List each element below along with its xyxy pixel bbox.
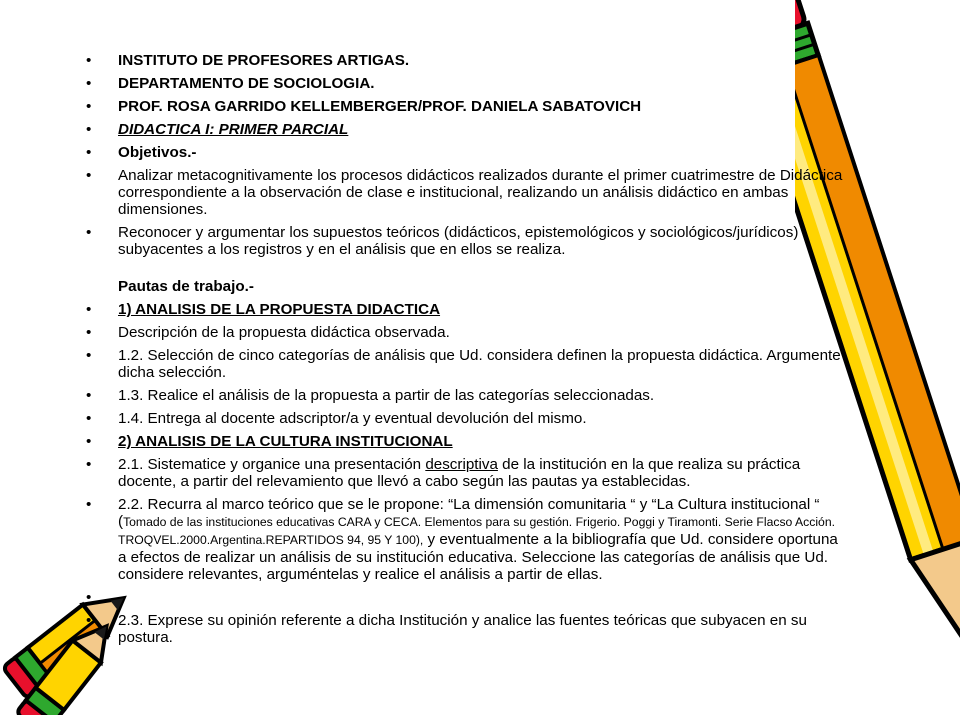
list-item xyxy=(86,347,846,381)
item-text: 2) ANALISIS DE LA CULTURA INSTITUCIONAL xyxy=(118,433,453,450)
bullet-marker: • xyxy=(86,167,92,184)
bullet-marker: • xyxy=(86,301,92,318)
item-text: INSTITUTO DE PROFESORES ARTIGAS. xyxy=(118,52,410,69)
text-run: de la institución en la que realiza su práctica docente, a partir del relevamiento que llevó a cabo según las pautas ya establecidas. xyxy=(118,456,801,490)
list-item xyxy=(86,456,846,490)
bullet-marker: • xyxy=(86,75,92,92)
item-text: 1.2. Selección de cinco categorías de análisis que Ud. considera definen la propuesta didáctica. Argumente dicha selección. xyxy=(118,347,841,381)
bullet-marker: • xyxy=(86,589,92,606)
text-run: y eventualmente a la bibliografía que Ud. considere oportuna a efectos de realizar un análisis de su institución educativa. Seleccione las categorías de análisis que Ud. considere relevantes, arguméntelas y realice el análisis a partir de ellas. xyxy=(118,531,838,583)
list-item xyxy=(86,52,846,69)
item-text: 2.3. Exprese su opinión referente a dicha Institución y analice las fuentes teóricas que subyacen en su postura. xyxy=(118,612,807,646)
bullet-marker: • xyxy=(86,387,92,404)
bullet-marker: • xyxy=(86,121,92,138)
item-text: Analizar metacognitivamente los procesos didácticos realizados durante el primer cuatrimestre de Didáctica correspondiente a la observación de clase e institucional, realizando un análisis didáctico en ambas dimensiones. xyxy=(118,167,843,218)
bullet-marker: • xyxy=(86,347,92,364)
bullet-marker: • xyxy=(86,52,92,69)
list-item xyxy=(86,589,846,606)
text-run: Tomado de las instituciones educativas CARA y CECA. Elementos para su gestión. Frigerio. Poggi y Tiramonti. Serie Flacso Acción. TROQVEL.2000.Argentina.REPARTIDOS 94, 95 Y 100), xyxy=(118,515,836,547)
item-text: PROF. ROSA GARRIDO KELLEMBERGER/PROF. DANIELA SABATOVICH xyxy=(118,98,642,115)
list-item xyxy=(86,301,846,318)
text-run: 2.2. Recurra al marco teórico que se le propone: “La dimensión comunitaria “ y “La Cultura institucional “ ( xyxy=(118,496,820,530)
list-item xyxy=(86,144,846,161)
item-text: Objetivos.- xyxy=(118,144,197,161)
bullet-list xyxy=(86,52,846,652)
list-item xyxy=(86,496,846,583)
list-item xyxy=(86,224,846,258)
bullet-marker: • xyxy=(86,496,92,513)
bullet-marker: • xyxy=(86,433,92,450)
bullet-marker: • xyxy=(86,410,92,427)
list-item xyxy=(86,121,846,138)
item-text: 1.4. Entrega al docente adscriptor/a y eventual devolución del mismo. xyxy=(118,410,587,427)
item-text: Reconocer y argumentar los supuestos teóricos (didácticos, epistemológicos y sociológicos/jurídicos) subyacentes a los registros y en el análisis que en ellos se realiza. xyxy=(118,224,799,258)
list-item xyxy=(86,410,846,427)
bullet-marker: • xyxy=(86,98,92,115)
bullet-marker: • xyxy=(86,456,92,473)
section-heading xyxy=(86,278,846,295)
list-item xyxy=(86,612,846,646)
bullet-marker: • xyxy=(86,144,92,161)
list-item xyxy=(86,75,846,92)
item-text: DEPARTAMENTO DE SOCIOLOGIA. xyxy=(118,75,375,92)
list-item xyxy=(86,324,846,341)
list-item xyxy=(86,387,846,404)
bullet-marker: • xyxy=(86,224,92,241)
text-run: 2.1. Sistematice y organice una presentación xyxy=(118,456,426,473)
item-text: DIDACTICA I: PRIMER PARCIAL xyxy=(118,121,349,138)
bullet-marker: • xyxy=(86,612,92,629)
list-item xyxy=(86,98,846,115)
list-item xyxy=(86,167,846,218)
item-text: 1) ANALISIS DE LA PROPUESTA DIDACTICA xyxy=(118,301,441,318)
item-text: 1.3. Realice el análisis de la propuesta a partir de las categorías seleccionadas. xyxy=(118,387,655,404)
list-item xyxy=(86,433,846,450)
item-text: Pautas de trabajo.- xyxy=(118,278,254,295)
bullet-marker: • xyxy=(86,324,92,341)
item-text: Descripción de la propuesta didáctica observada. xyxy=(118,324,450,341)
text-run: descriptiva xyxy=(425,456,498,473)
